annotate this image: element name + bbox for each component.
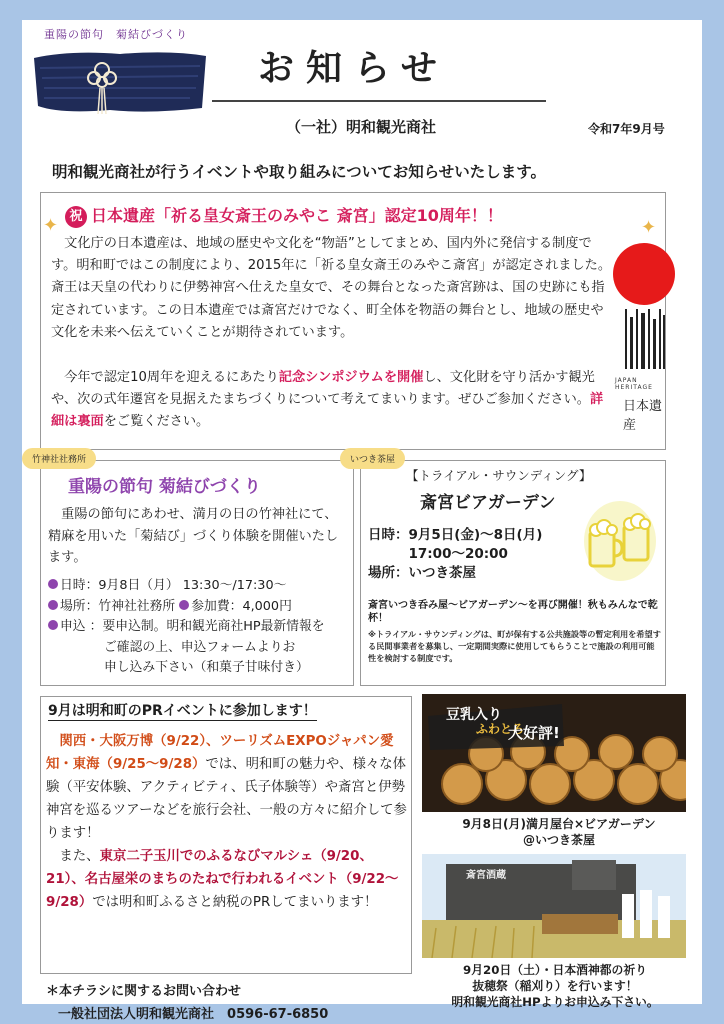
pr-paragraph-2: [46, 845, 408, 914]
beer-note: 斎宮いつき呑み屋～ビアガーデン～を再び開催！秋もみんなで乾杯！: [368, 600, 658, 624]
kiku-apply-line3: 申し込み下さい（和菓子甘味付き）: [104, 660, 309, 675]
publisher-name: （一社）明和観光商社: [286, 118, 437, 136]
contact-heading: ＊本チラシに関するお問い合わせ: [46, 984, 242, 999]
organization-name: 一般社団法人明和観光商社: [58, 1007, 215, 1022]
kiku-apply: 要申込制。明和観光商社HP最新情報を: [102, 619, 325, 634]
kiku-apply-line2: ご確認の上、申込フォームよりお: [104, 639, 296, 655]
pr-p1-rest: では、明和町の魅力や、様々な体験（平安体験、アクティビティ、氏子体験等）や斎宮と伊勢神宮を巡るツアーなどを旅行会社、一般の方々に紹介して参ります！: [46, 757, 407, 841]
kiku-place: 場所：竹神社社務所: [60, 598, 176, 614]
heritage-paragraph-1: 文化庁の日本遺産は、地域の歴史や文化を“物語”としてまとめ、国内外に発信する制度です。明和町ではこの制度により、2015年に「祈る皇女斎王のみやこ斎宮」が認定されました。斎王は天皇の代わりに伊勢神宮へ仕えた皇女で、その舞台となった斎宮跡は、国の史跡にも指定されています。この日本遺産では斎宮だけでなく、町全体を物語の舞台とし、地域の歴史や文化を未来へ伝えていくことが期待されています。: [51, 236, 612, 340]
kiku-location-tag: 竹神社社務所: [22, 448, 96, 469]
expo-highlight: 関西・大阪万博（9/22）、ツーリズムEXPOジャパン愛知・東海（9/25～9/28）: [46, 734, 394, 772]
heritage-p2-b: し、文化財を守り活かす観光や、次の式年遷宮を見据えたまちづくりについて考えてまいります。ぜひご参加ください。: [51, 370, 595, 408]
heritage-p2-a: 今年で認定10周年を迎えるにあたり: [51, 370, 279, 385]
bullet-dot-icon: [48, 579, 58, 589]
bullet-dot-icon: [48, 620, 58, 630]
kiku-description: 重陽の節句にあわせ、満月の日の竹神社にて、精麻を用いた「菊結び」づくり体験を開催いたします。: [48, 507, 339, 565]
page-title: お知らせ: [258, 48, 449, 89]
beer-mug-icon: [582, 496, 658, 586]
photo2-caption-line2: 抜穂祭（稲刈り）を行います！: [472, 979, 638, 993]
pr-p2-a: また、: [46, 849, 100, 864]
harvest-festival-photo: [422, 854, 686, 958]
bullet-dot-icon: [179, 600, 189, 610]
heritage-title: [65, 203, 503, 228]
beer-date: 日時：9月5日(金)～8日(月): [368, 527, 543, 543]
photo2-caption-line3: 明和観光商社HPよりお申込み下さい。: [451, 995, 659, 1009]
sparkle-icon: ✦: [43, 215, 59, 236]
beer-subtitle: 【トライアル・サウンディング】: [406, 468, 592, 483]
beer-time: 17:00～20:00: [368, 546, 508, 562]
pr-title: 9月は明和町のPRイベントに参加します！: [48, 700, 317, 721]
heritage-title-text: 日本遺産「祈る皇女斎王のみやこ 斎宮」認定10周年！！: [91, 206, 503, 225]
japan-heritage-kanji: 日本遺産: [623, 399, 663, 433]
photo2-caption: [414, 962, 696, 1010]
heritage-p2-c: をご覧ください。: [103, 414, 210, 430]
brewery-sign: 斎宮酒蔵: [466, 870, 506, 881]
japan-heritage-barcode-logo: [623, 307, 667, 375]
photo1-caption: [442, 816, 676, 848]
banner-line-2: ふわとろ: [476, 722, 525, 736]
pr-p2-rest: では明和町ふるさと納税のPRしてまいります！: [92, 895, 378, 910]
japan-heritage-sun-logo: [613, 243, 675, 305]
kiku-apply-label: 申込 ：: [60, 619, 103, 634]
issue-label: 令和7年9月号: [588, 122, 665, 136]
kiku-knot-brush-image: [30, 48, 210, 116]
photo1-caption-line2: @いつき茶屋: [522, 833, 595, 847]
kiku-date: 日時：9月8日（月） 13:30～/17:30～: [60, 578, 287, 593]
beer-location-tag: いつき茶屋: [340, 448, 405, 469]
beer-title: 斎宮ビアガーデン: [420, 493, 556, 513]
celebration-badge: 祝: [65, 206, 87, 228]
kiku-title: 重陽の節句 菊結びづくり: [68, 477, 261, 497]
symposium-highlight: 記念シンポジウムを開催: [278, 370, 424, 385]
pr-paragraph-1: [46, 730, 408, 845]
intro-text: 明和観光商社が行うイベントや取り組みについてお知らせいたします。: [52, 163, 546, 181]
japan-heritage-logo-text: JAPAN HERITAGE: [615, 377, 653, 391]
bullet-dot-icon: [48, 600, 58, 610]
banner-line-3: 大好評!: [508, 724, 560, 742]
photo1-caption-line1: 9月8日(月)満月屋台×ビアガーデン: [462, 817, 656, 831]
heritage-paragraph-2: [51, 367, 611, 434]
trial-sounding-note: ※トライアル・サウンディングは、町が保有する公共施設等の暫定利用を希望する民間事業者を募集し、一定期間実際に使用してもらうことで施設の利用可能性を検討する制度です。: [368, 629, 661, 663]
kiku-details: [48, 576, 358, 679]
detail-back-highlight: 詳細は裏面: [51, 392, 604, 430]
takoyaki-photo: [422, 694, 686, 812]
beer-details: [368, 526, 542, 583]
heritage-section: [40, 192, 666, 450]
kiku-fee: 参加費：4,000円: [191, 598, 292, 614]
beer-place: 場所：いつき茶屋: [368, 565, 476, 581]
sparkle-icon: ✦: [641, 217, 657, 238]
photo2-caption-line1: 9月20日（土）・日本酒神都の祈り: [463, 963, 647, 977]
phone-number: 0596-67-6850: [227, 1007, 329, 1022]
banner-line-1: 豆乳入り: [446, 707, 502, 723]
marche-highlight: 東京二子玉川でのふるなびマルシェ（9/20、21）、名古屋栄のまちのたねで行われるイベント（9/22～9/28）: [46, 849, 399, 910]
flyer-sheet: [22, 20, 702, 1022]
contact-info: [58, 1003, 328, 1022]
header-small-label: 重陽の節句 菊結びづくり: [44, 28, 188, 41]
pr-body: [46, 730, 408, 914]
title-underline: [212, 100, 546, 102]
